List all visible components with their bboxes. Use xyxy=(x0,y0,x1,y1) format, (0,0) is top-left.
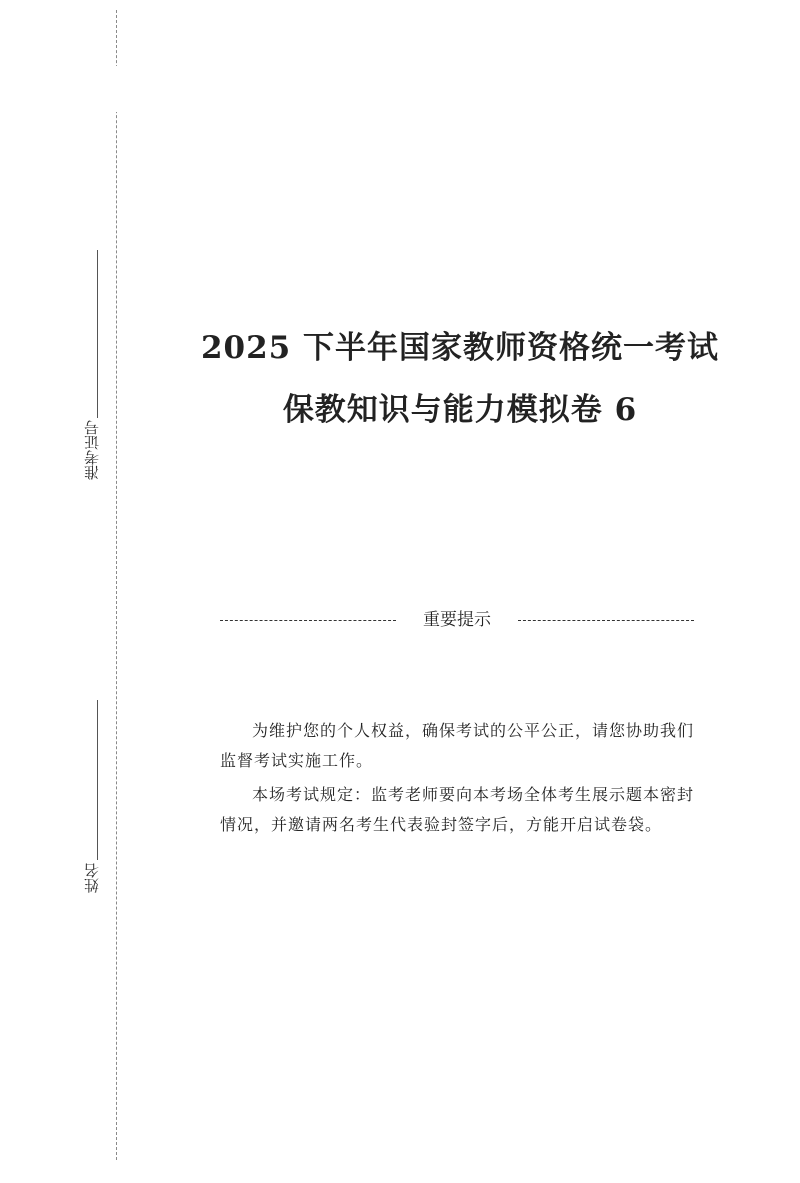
exam-subtitle: 保教知识与能力模拟卷 6 xyxy=(282,392,638,428)
notice-divider xyxy=(220,606,694,634)
name-label: 姓名 xyxy=(83,863,101,893)
exam-id-label: 准考证号 xyxy=(83,420,101,480)
exam-id-field xyxy=(82,250,102,500)
binding-line-gap xyxy=(112,66,122,112)
exam-id-blank-line xyxy=(97,250,98,418)
binding-line xyxy=(116,10,117,1160)
divider-dash-left xyxy=(220,620,396,621)
notice-heading: 重要提示 xyxy=(423,610,491,630)
notice-paragraph: 为维护您的个人权益，确保考试的公平公正，请您协助我们监督考试实施工作。 xyxy=(220,721,695,770)
divider-dash-right xyxy=(518,620,694,621)
exam-title: 2025 下半年国家教师资格统一考试 xyxy=(200,330,720,366)
notice-paragraph: 本场考试规定：监考老师要向本考场全体考生展示题本密封情况，并邀请两名考生代表验封签字后，方能开启试卷袋。 xyxy=(220,785,695,834)
notice-body xyxy=(220,716,696,844)
name-blank-line xyxy=(97,700,98,860)
name-field xyxy=(82,700,102,920)
